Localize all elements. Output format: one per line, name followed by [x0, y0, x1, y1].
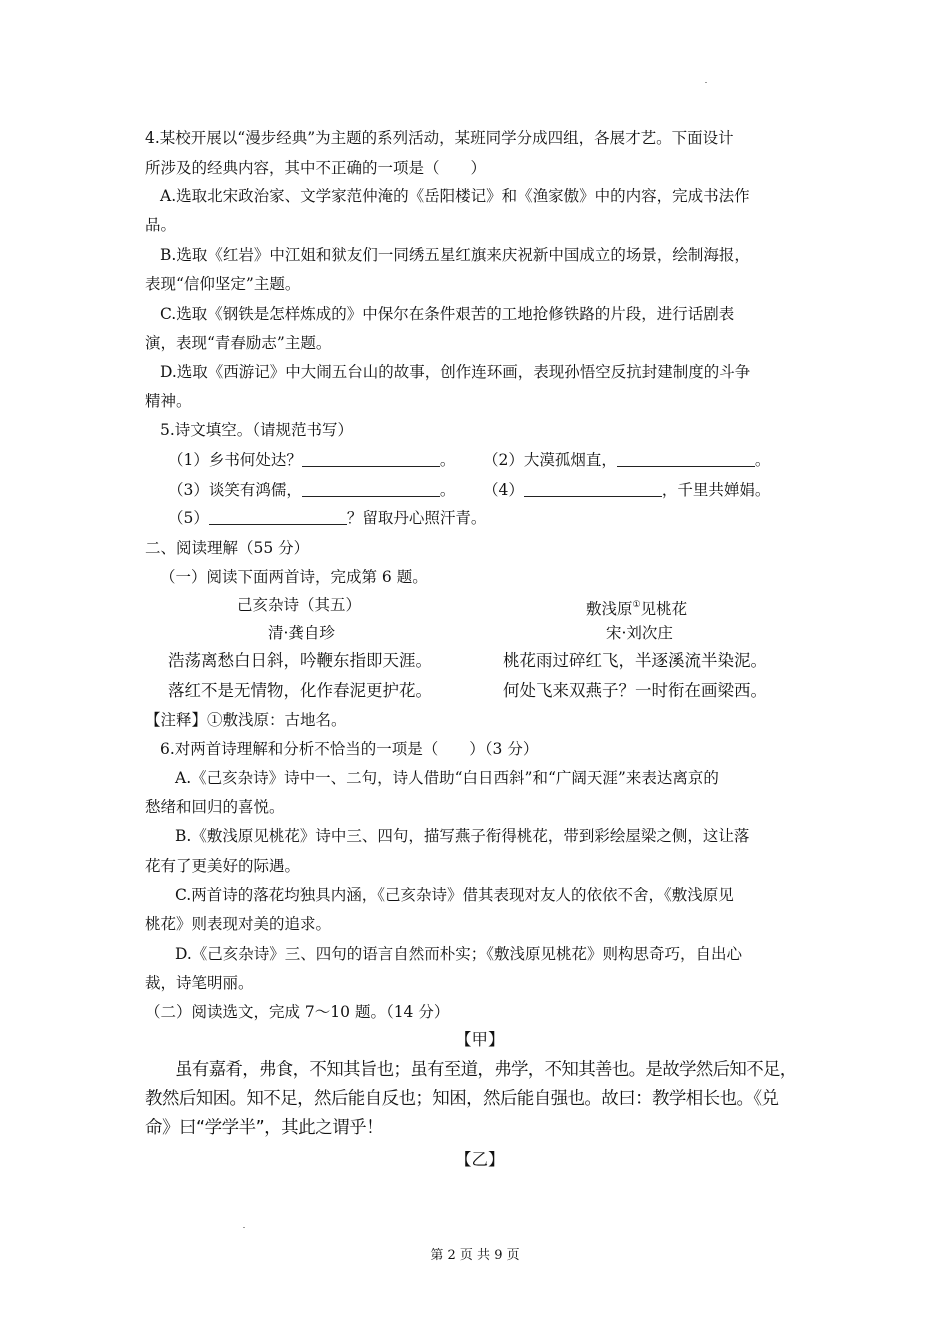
passage-jia-heading: 【甲】: [455, 1030, 505, 1049]
q5-item-5-suffix: ？留取丹心照汗青。: [346, 509, 487, 527]
passage-jia-line-2: 教然后知困。知不足，然后能自反也；知困，然后能自强也。故曰：教学相长也。《兑: [145, 1089, 779, 1109]
q5-item-2-blank[interactable]: [617, 451, 755, 467]
section-2-title: 二、阅读理解（55 分）: [145, 539, 310, 557]
q5-item-1-suffix: 。: [439, 451, 456, 469]
corner-dot: [705, 82, 707, 83]
q4-option-a-line1: A.选取北宋政治家、文学家范仲淹的《岳阳楼记》和《渔家傲》中的内容，完成书法作: [160, 187, 750, 205]
poem-1-line-2: 落红不是无情物，化作春泥更护花。: [168, 681, 432, 700]
q5-item-5: [168, 508, 486, 528]
passage-yi-heading: 【乙】: [455, 1150, 505, 1169]
q5-item-1-blank[interactable]: [302, 451, 440, 467]
subsection-1-title: （一）阅读下面两首诗，完成第 6 题。: [160, 568, 428, 586]
q6-option-b-line1: B.《敷浅原见桃花》诗中三、四句，描写燕子衔得桃花，带到彩绘屋梁之侧，这让落: [175, 827, 750, 845]
poem-1-author: 清·龚自珍: [268, 624, 335, 642]
q5-item-5-blank[interactable]: [209, 509, 347, 525]
q4-option-c-line2: 演，表现“青春励志”主题。: [145, 334, 332, 352]
poem-2-title-part1: 敷浅原: [586, 600, 633, 618]
q5-item-3-suffix: 。: [439, 481, 456, 499]
annotation: 【注释】①敷浅原：古地名。: [145, 711, 347, 729]
passage-jia-line-3: 命》曰“学学半”，其此之谓乎！: [145, 1118, 384, 1138]
q6-option-d-line2: 裁，诗笔明丽。: [145, 974, 254, 992]
q5-item-3-blank[interactable]: [302, 481, 440, 497]
q6-option-a-line1: A.《己亥杂诗》诗中一、二句，诗人借助“白日西斜”和“广阔天涯”来表达离京的: [175, 769, 719, 787]
q4-option-d-line1: D.选取《西游记》中大闹五台山的故事，创作连环画，表现孙悟空反抗封建制度的斗争: [160, 363, 751, 381]
q6-option-c-line1: C.两首诗的落花均独具内涵，《己亥杂诗》借其表现对友人的依依不舍，《敷浅原见: [175, 886, 734, 904]
q4-option-d-line2: 精神。: [145, 392, 192, 410]
q5-title: 5.诗文填空。（请规范书写）: [160, 421, 354, 439]
q6-option-b-line2: 花有了更美好的际遇。: [145, 857, 301, 875]
footnote-marker: ①: [632, 600, 641, 610]
q5-item-4-suffix: ，千里共婵娟。: [661, 481, 771, 499]
q4-stem-line2: 所涉及的经典内容，其中不正确的一项是（ ）: [145, 159, 487, 177]
poem-2-title-part2: 见桃花: [640, 600, 688, 618]
q5-item-1: [168, 450, 455, 470]
q5-item-2-suffix: 。: [754, 451, 771, 469]
q4-option-a-line2: 品。: [145, 216, 177, 234]
q5-item-1-prefix: （1）乡书何处达？: [168, 451, 302, 469]
q5-item-4: [483, 480, 770, 500]
q6-option-a-line2: 愁绪和回归的喜悦。: [145, 798, 285, 816]
poem-1-line-1: 浩荡离愁白日斜，吟鞭东指即天涯。: [168, 651, 432, 670]
subsection-2-title: （二）阅读选文，完成 7～10 题。（14 分）: [145, 1003, 450, 1021]
q5-item-3-prefix: （3）谈笑有鸿儒，: [168, 481, 302, 499]
q6-option-c-line2: 桃花》则表现对美的追求。: [145, 915, 332, 933]
q4-option-c-line1: C.选取《钢铁是怎样炼成的》中保尔在条件艰苦的工地抢修铁路的片段，进行话剧表: [160, 305, 735, 323]
poem-2-title: [586, 595, 687, 619]
q4-option-b-line1: B.选取《红岩》中江姐和狱友们一同绣五星红旗来庆祝新中国成立的场景，绘制海报，: [160, 246, 750, 264]
q4-option-b-line2: 表现“信仰坚定”主题。: [145, 275, 301, 293]
page-footer: 第 2 页 共 9 页: [430, 1248, 520, 1263]
q5-item-2-prefix: （2）大漠孤烟直，: [483, 451, 617, 469]
q6-stem: 6.对两首诗理解和分析不恰当的一项是（ ）（3 分）: [160, 740, 539, 758]
q5-item-2: [483, 450, 770, 470]
poem-2-line-1: 桃花雨过碎红飞，半逐溪流半染泥。: [503, 651, 767, 670]
passage-jia-line-1: 虽有嘉肴，弗食，不知其旨也；虽有至道，弗学，不知其善也。是故学然后知不足，: [175, 1060, 797, 1080]
poem-2-line-2: 何处飞来双燕子？一时衔在画梁西。: [503, 681, 767, 700]
q5-item-3: [168, 480, 455, 500]
poem-1-title: 己亥杂诗（其五）: [237, 596, 362, 614]
q5-item-4-blank[interactable]: [524, 481, 662, 497]
poem-2-author: 宋·刘次庄: [606, 624, 673, 642]
q6-option-d-line1: D.《己亥杂诗》三、四句的语言自然而朴实；《敷浅原见桃花》则构思奇巧，自出心: [175, 945, 743, 963]
q4-stem-line1: 4.某校开展以“漫步经典”为主题的系列活动，某班同学分成四组，各展才艺。下面设计: [145, 129, 734, 147]
q5-item-5-prefix: （5）: [168, 509, 209, 527]
corner-dot-bottom: [243, 1227, 245, 1228]
q5-item-4-prefix: （4）: [483, 481, 524, 499]
